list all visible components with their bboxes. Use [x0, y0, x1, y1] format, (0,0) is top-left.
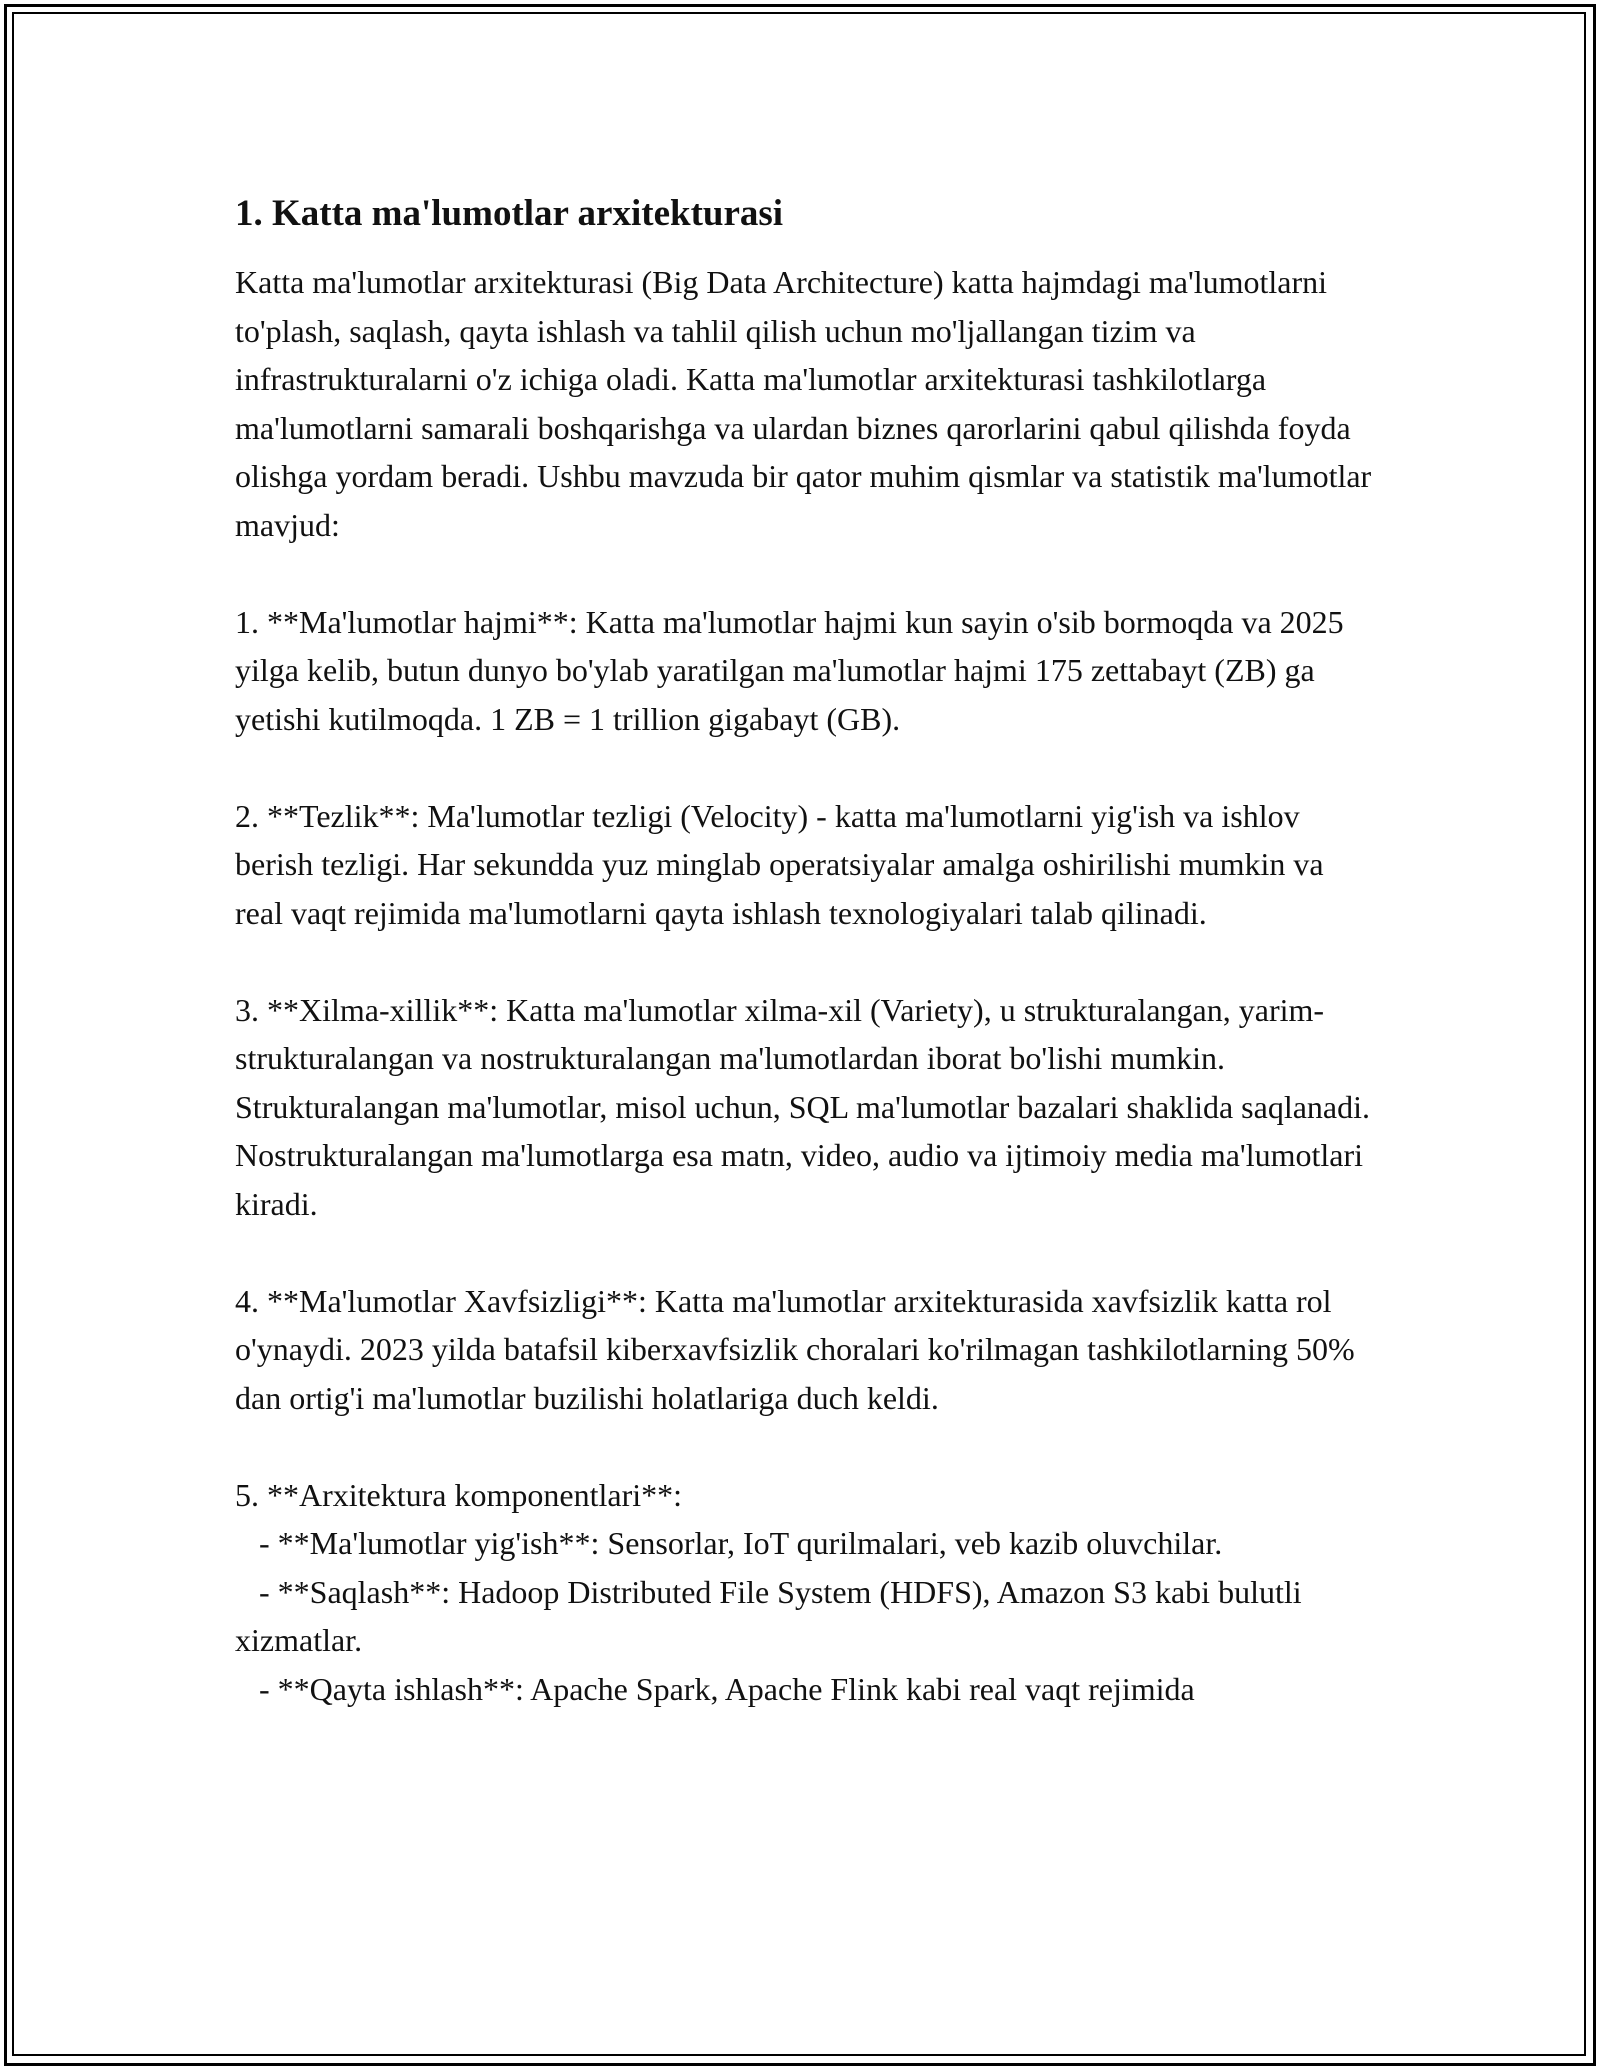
subitem-data-collection: [235, 1519, 1375, 1568]
document-body: [235, 186, 1375, 1713]
paragraph-gap: [235, 1422, 1375, 1471]
paragraph-gap: [235, 743, 1375, 792]
subitem-data-collection-text: - **Ma'lumotlar yig'ish**: Sensorlar, IoT qurilmalari, veb kazib oluvchilar.: [235, 1525, 1223, 1561]
paragraph-gap: [235, 937, 1375, 986]
subitem-storage: [235, 1568, 1375, 1665]
section-heading: 1. Katta ma'lumotlar arxitekturasi: [235, 193, 784, 234]
list-item-components-title: 5. **Arxitektura komponentlari**:: [235, 1476, 683, 1513]
list-item-data-volume: 1. **Ma'lumotlar hajmi**: Katta ma'lumotlar hajmi kun sayin o'sib bormoqda va 2025 yilga kelib, butun dunyo bo'ylab yaratilgan ma'lumotlar hajmi 175 zettabayt (ZB) ga yetishi kutilmoqda. 1 ZB = 1 trillion gigabayt (GB).: [235, 603, 1344, 737]
list-item-velocity: 2. **Tezlik**: Ma'lumotlar tezligi (Velocity) - katta ma'lumotlarni yig'ish va ishlov berish tezligi. Har sekundda yuz minglab operatsiyalar amalga oshirilishi mumkin va real vaqt rejimida ma'lumotlarni qayta ishlash texnologiyalari talab qilinadi.: [235, 797, 1324, 931]
intro-paragraph: Katta ma'lumotlar arxitekturasi (Big Data Architecture) katta hajmdagi ma'lumotlarni to'plash, saqlash, qayta ishlash va tahlil qilish uchun mo'ljallangan tizim va infrastrukturalarni o'z ichiga oladi. Katta ma'lumotlar arxitekturasi tashkilotlarga ma'lumotlarni samarali boshqarishga va ulardan biznes qarorlarini qabul qilishda foyda olishga yordam beradi. Ushbu mavzuda bir qator muhim qismlar va statistik ma'lumotlar mavjud:: [235, 264, 1372, 543]
list-item-variety: 3. **Xilma-xillik**: Katta ma'lumotlar xilma-xil (Variety), u strukturalangan, yarim-strukturalangan va nostrukturalangan ma'lumotlardan iborat bo'lishi mumkin. Strukturalangan ma'lumotlar, misol uchun, SQL ma'lumotlar bazalari shaklida saqlanadi. Nostrukturalangan ma'lumotlarga esa matn, video, audio va ijtimoiy media ma'lumotlari kiradi.: [235, 991, 1370, 1222]
subitem-storage-text: - **Saqlash**: Hadoop Distributed File System (HDFS), Amazon S3 kabi bulutli xizmatlar.: [235, 1573, 1310, 1658]
list-item-security: 4. **Ma'lumotlar Xavfsizligi**: Katta ma'lumotlar arxitekturasida xavfsizlik katta rol o'ynaydi. 2023 yilda batafsil kiberxavfsizlik choralari ko'rilmagan tashkilotlarning 50% dan ortig'i ma'lumotlar buzilishi holatlariga duch keldi.: [235, 1282, 1355, 1416]
paragraph-gap: [235, 549, 1375, 598]
subitem-processing-text: - **Qayta ishlash**: Apache Spark, Apache Flink kabi real vaqt rejimida: [235, 1670, 1195, 1707]
paragraph-gap: [235, 1228, 1375, 1277]
subitem-processing: [235, 1665, 1375, 1714]
